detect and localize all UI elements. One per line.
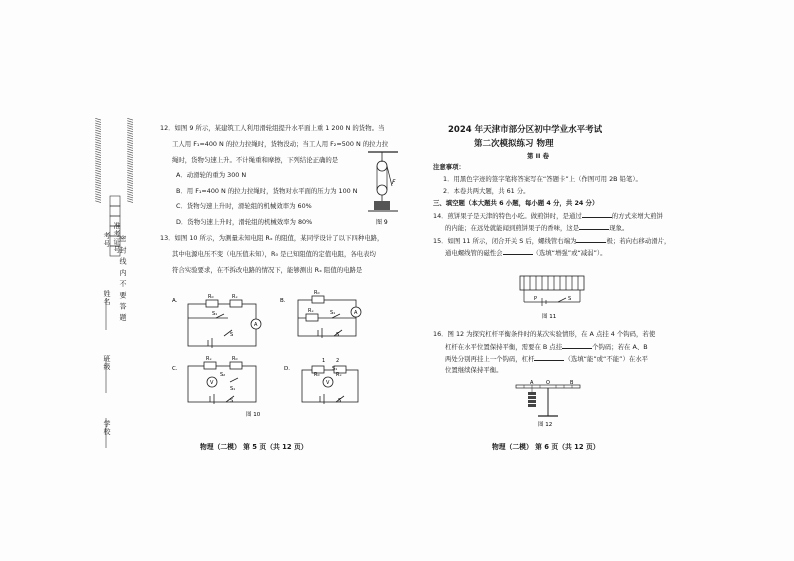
q16-line1: 16．图 12 为探究杠杆平衡条件时的某次实验情形，在 A 点挂 4 个钩码，若使 <box>433 330 656 338</box>
a-s1-label: S₁ <box>212 311 218 317</box>
point-b-label: B <box>570 380 574 386</box>
binding-exam-no: 准考证号 <box>113 222 121 254</box>
d-voltmeter-label: V <box>326 380 330 386</box>
q12-option-b: B．用 F₁=400 N 的拉力拉绳时，货物对水平面的压力为 100 N <box>176 187 358 195</box>
q14-blank-1[interactable] <box>582 211 612 218</box>
q12-option-c: C．货物匀速上升时，滑轮组的机械效率为 60% <box>176 202 312 210</box>
d-s1-label: S₁ <box>332 366 338 372</box>
q15-text-b: 极；若向右移动滑片， <box>606 237 671 245</box>
q12-line2: 工人用 F₁=400 N 的拉力拉绳时，货物没动；当工人用 F₂=500 N 的拉力拉 <box>172 140 389 148</box>
a-rx-label: Rₓ <box>232 294 238 300</box>
figure-11-solenoid <box>514 270 594 322</box>
q15-line1 <box>433 236 670 247</box>
notice-heading: 注意事项： <box>433 163 465 171</box>
q16-line2 <box>445 342 648 353</box>
q13-line1: 13．如图 10 所示，为测量未知电阻 Rₓ 的阻值，某同学设计了以下四种电路， <box>160 234 384 242</box>
section-juan: 第 II 卷 <box>527 152 549 160</box>
figure-9-caption: 图 9 <box>376 219 388 226</box>
notice-item-1: 1．用黑色字迹的签字笔将答案写在“答题卡”上（作图可用 2B 铅笔）。 <box>443 175 642 183</box>
binding-class: 班级 <box>103 355 111 371</box>
seal-line-text: 密 封 线 内 不 要 答 题 <box>119 235 127 322</box>
right-page-footer: 物理（二模） 第 6 页（共 12 页） <box>492 443 600 451</box>
q14-line1 <box>433 211 663 222</box>
q14-blank-2[interactable] <box>579 223 609 230</box>
b-r0-label: R₀ <box>314 290 320 296</box>
option-b-label: B. <box>280 298 286 304</box>
figure-10-circuits <box>168 290 378 420</box>
d-s-label: S <box>338 398 342 404</box>
b-rx-label: Rₓ <box>308 308 314 314</box>
figure-12-caption: 图 12 <box>538 422 553 428</box>
c-s2-label: S₂ <box>220 372 226 378</box>
figure-9-pulley <box>368 148 400 228</box>
d-contact-1-label: 1 <box>322 358 326 364</box>
point-a-label: A <box>530 380 534 386</box>
a-r0-label: R₀ <box>208 294 214 300</box>
a-s-label: S <box>230 332 234 338</box>
figure-11-caption: 图 11 <box>542 314 557 320</box>
q13-line2: 其中电源电压不变（电压值未知），R₀ 是已知阻值的定值电阻，各电表均 <box>172 250 376 258</box>
c-s-label: S <box>230 398 234 404</box>
a-ammeter-label: A <box>254 322 258 328</box>
q16-blank-2[interactable] <box>534 354 564 361</box>
q15-text-d: （选填“增强”或“减弱”）。 <box>532 249 607 257</box>
notice-item-2: 2．本卷共两大题，共 61 分。 <box>443 187 530 195</box>
q16-text-b: 杠杆在水平位置保持平衡，需要在 B 点挂 <box>445 343 563 351</box>
binding-seat: 考号 <box>103 232 111 248</box>
c-rx-label: Rₓ <box>206 356 212 362</box>
c-voltmeter-label: V <box>210 380 214 386</box>
q14-text-a: 14．煎饼果子是天津的特色小吃。做煎饼时，是通过 <box>433 212 582 220</box>
q15-blank-1[interactable] <box>576 236 606 243</box>
b-s1-label: S₁ <box>330 310 336 316</box>
q12-line1: 12．如图 9 所示，某建筑工人利用滑轮组提升水平面上重 1 200 N 的货物。当 <box>160 124 385 132</box>
left-page-footer: 物理（二模） 第 5 页（共 12 页） <box>200 443 308 451</box>
b-s-label: S <box>336 332 340 338</box>
binding-slash-line-left: //////////////////////////////////// <box>94 118 102 203</box>
q15-line2 <box>445 248 606 259</box>
option-c-label: C. <box>172 366 178 372</box>
q14-text-c: 的内能；在远处就能闻到煎饼果子的香味，这是 <box>445 224 580 232</box>
q16-line4: 位置继续保持平衡。 <box>445 366 503 374</box>
q16-line3 <box>445 354 648 365</box>
c-r0-label: R₀ <box>232 356 238 362</box>
q15-text-a: 15．如图 11 所示，闭合开关 S 后，螺线管右端为 <box>433 237 577 245</box>
q16-text-e: （选填“能”或“不能”）在水平 <box>564 355 649 363</box>
q14-text-b: 的方式来增大煎饼 <box>611 212 663 220</box>
c-s1-label: S₁ <box>230 386 236 392</box>
option-d-label: D. <box>284 366 290 372</box>
binding-school: 学校 <box>103 420 111 436</box>
figure-12-lever <box>510 380 590 428</box>
figure-10-caption: 图 10 <box>246 412 261 418</box>
q14-line2 <box>445 223 628 234</box>
binding-slash-line-right: //////////////////////////////////// <box>126 118 134 203</box>
pivot-o-label: O <box>546 380 550 386</box>
section-3-heading: 三、填空题（本大题共 6 小题，每小题 4 分，共 24 分） <box>433 199 599 207</box>
q16-text-d: 两处分别再挂上一个钩码，杠杆 <box>445 355 535 363</box>
d-contact-2-label: 2 <box>336 358 340 364</box>
exam-title-line2: 第二次模拟练习 物理 <box>474 139 554 149</box>
d-r0-label: R₀ <box>314 372 320 378</box>
q15-blank-2[interactable] <box>503 248 533 255</box>
switch-s-label: S <box>568 296 572 302</box>
b-ammeter-label: A <box>354 310 358 316</box>
exam-title-line1: 2024 年天津市部分区初中学业水平考试 <box>448 125 603 135</box>
q16-text-c: 个钩码；若在 A、B <box>592 343 648 351</box>
q12-line3: 绳时，货物匀速上升。不计绳重和摩擦，下列结论正确的是 <box>172 156 339 164</box>
force-label: F <box>392 179 396 186</box>
q13-line3: 符合实验要求，在不拆改电路的情况下，能够测出 Rₓ 阻值的电路是 <box>172 266 363 274</box>
q16-blank-1[interactable] <box>562 342 592 349</box>
option-a-label: A. <box>172 298 178 304</box>
binding-name: 姓名 <box>103 290 111 306</box>
q12-option-a: A．动滑轮的重为 300 N <box>176 171 247 179</box>
d-rx-label: Rₓ <box>336 372 342 378</box>
q15-text-c: 通电螺线管的磁性会 <box>445 249 503 257</box>
binding-boxes <box>96 118 136 458</box>
slider-p-label: P <box>534 296 538 302</box>
q12-option-d: D．货物匀速上升时，滑轮组的机械效率为 80% <box>176 218 313 226</box>
q14-text-d: 现象。 <box>609 224 629 232</box>
